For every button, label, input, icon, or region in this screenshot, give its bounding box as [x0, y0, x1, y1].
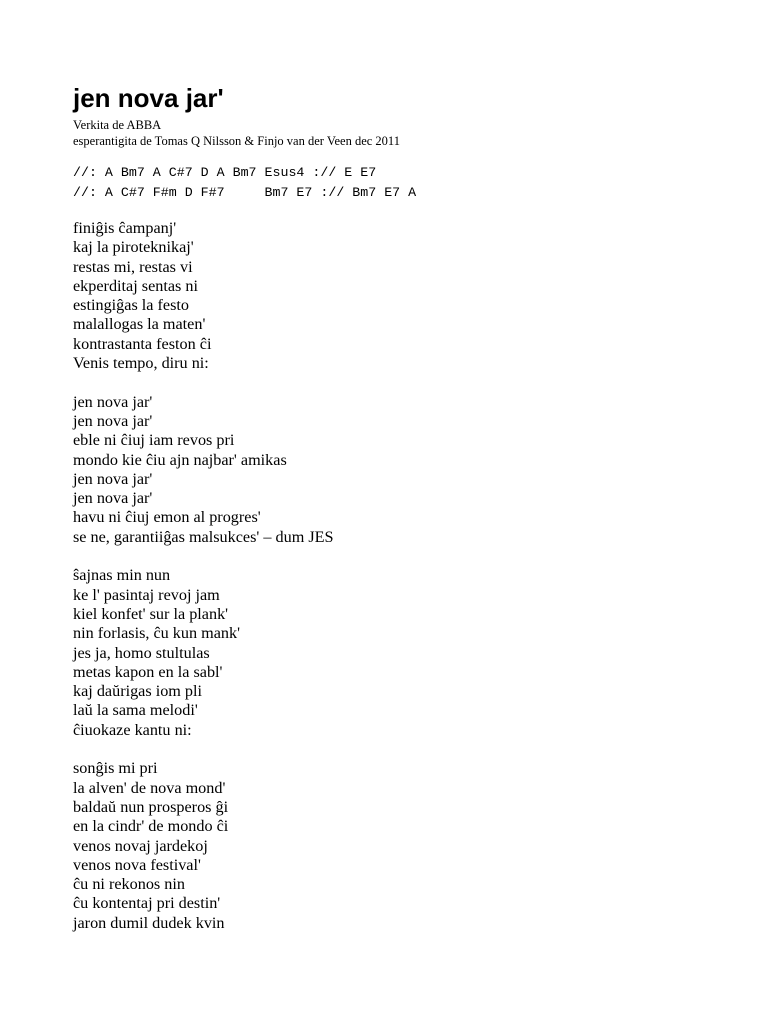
- song-credits: [73, 117, 400, 149]
- lyric-line: jen nova jar': [73, 469, 153, 488]
- lyric-line: malallogas la maten': [73, 315, 206, 334]
- stanza-3: [73, 566, 334, 740]
- lyric-line: Venis tempo, diru ni:: [73, 354, 209, 373]
- lyric-line: restas mi, restas vi: [73, 257, 193, 276]
- stanza-4: [73, 759, 334, 933]
- lyric-line: ke l' pasintaj revoj jam: [73, 585, 220, 604]
- lyric-line: kaj daŭrigas iom pli: [73, 682, 203, 701]
- lyric-line: ĉu ni rekonos nin: [73, 875, 185, 894]
- stanza-1: [73, 219, 334, 373]
- lyrics: [73, 219, 334, 952]
- lyric-line: se ne, garantiiĝas malsukces' – dum JES: [73, 527, 334, 546]
- stanza-2-chorus: [73, 393, 334, 547]
- lyric-line: ĉiuokaze kantu ni:: [73, 720, 192, 739]
- lyric-line: jen nova jar': [73, 392, 153, 411]
- lyric-line: ekperditaj sentas ni: [73, 276, 198, 295]
- lyric-line: sonĝis mi pri: [73, 759, 158, 778]
- lyric-line: havu ni ĉiuj emon al progres': [73, 508, 261, 527]
- lyric-line: kontrastanta feston ĉi: [73, 334, 212, 353]
- chord-line: //: A Bm7 A C#7 D A Bm7 Esus4 :// E E7: [73, 165, 377, 180]
- lyric-line: laŭ la sama melodi': [73, 701, 198, 720]
- lyric-line: kiel konfet' sur la plank': [73, 604, 229, 623]
- chord-line: //: A C#7 F#m D F#7 Bm7 E7 :// Bm7 E7 A: [73, 185, 417, 200]
- lyric-line: estingiĝas la festo: [73, 296, 189, 315]
- lyric-line: ĉu kontentaj pri destin': [73, 894, 221, 913]
- lyric-line: jen nova jar': [73, 411, 153, 430]
- lyric-line: mondo kie ĉiu ajn najbar' amikas: [73, 450, 287, 469]
- lyric-line: metas kapon en la sabl': [73, 662, 223, 681]
- chord-progression: [73, 163, 416, 203]
- lyric-line: kaj la piroteknikaj': [73, 238, 194, 257]
- lyric-line: jes ja, homo stultulas: [73, 643, 210, 662]
- lyric-line: venos nova festival': [73, 855, 201, 874]
- lyric-line: finiĝis ĉampanj': [73, 219, 177, 237]
- lyric-line: eble ni ĉiuj iam revos pri: [73, 431, 235, 450]
- lyric-line: venos novaj jardekoj: [73, 836, 208, 855]
- credit-line-original: Verkita de ABBA: [73, 118, 162, 132]
- lyric-line: baldaŭ nun prosperos ĝi: [73, 797, 229, 816]
- lyric-line: la alven' de nova mond': [73, 778, 226, 797]
- lyric-line: ŝajnas min nun: [73, 566, 171, 585]
- lyric-line: en la cindr' de mondo ĉi: [73, 817, 229, 836]
- credit-line-translators: esperantigita de Tomas Q Nilsson & Finjo van der Veen dec 2011: [73, 134, 400, 148]
- lyric-line: jen nova jar': [73, 489, 153, 508]
- song-title: jen nova jar': [73, 83, 224, 113]
- lyric-line: nin forlasis, ĉu kun mank': [73, 624, 241, 643]
- lyric-line: jaron dumil dudek kvin: [73, 913, 225, 932]
